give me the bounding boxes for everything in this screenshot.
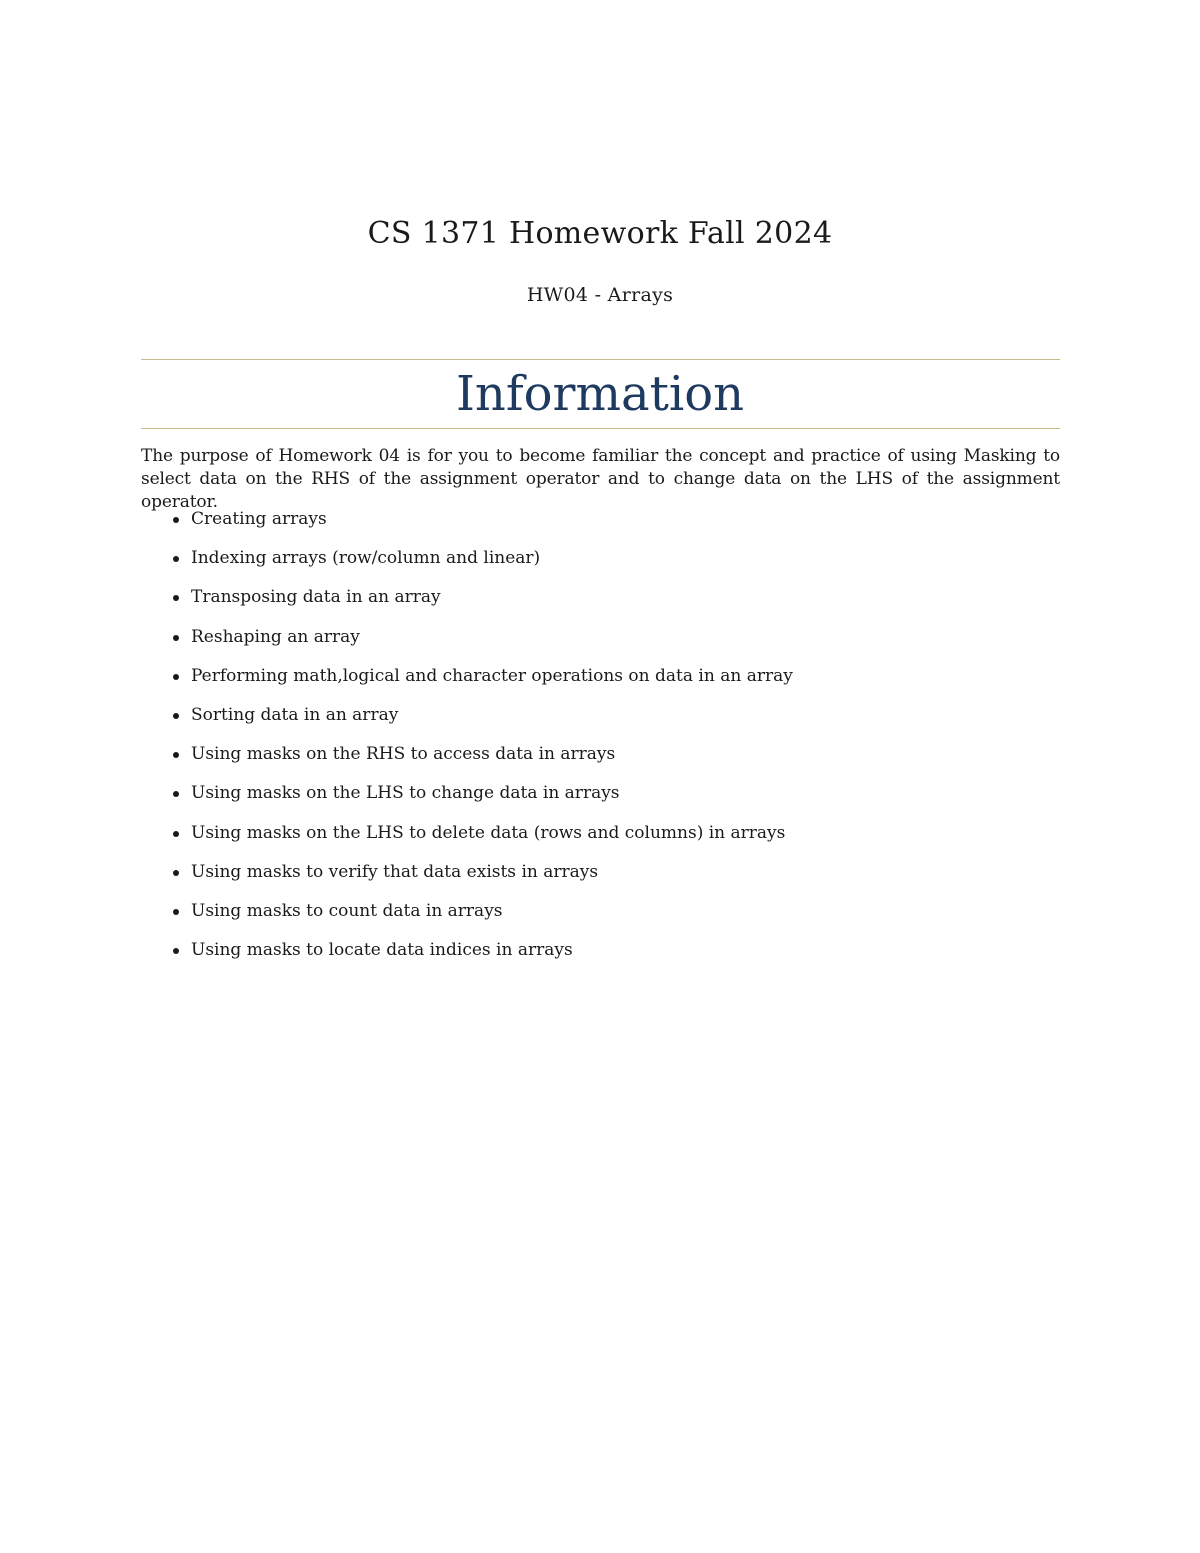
- list-item-text: Transposing data in an array: [191, 587, 441, 608]
- list-item-text: Reshaping an array: [191, 626, 360, 647]
- list-item: [170, 857, 1050, 896]
- section-rule-bottom: [141, 428, 1060, 429]
- bullet-icon: [173, 752, 179, 758]
- list-item: [170, 543, 1050, 582]
- bullet-icon: [173, 713, 179, 719]
- intro-paragraph: The purpose of Homework 04 is for you to become familiar the concept and practice of using Masking to select data on the RHS of the assignment operator and to change data on the LHS of the assignment operator.: [141, 446, 1060, 512]
- bullet-icon: [173, 635, 179, 641]
- list-item: [170, 818, 1050, 857]
- list-item: [170, 622, 1050, 661]
- list-item-text: Indexing arrays (row/column and linear): [191, 548, 541, 569]
- bullet-icon: [173, 831, 179, 837]
- list-item: [170, 896, 1050, 935]
- list-item-text: Using masks to locate data indices in arrays: [191, 940, 573, 961]
- list-item: [170, 661, 1050, 700]
- section-rule-top: [141, 359, 1060, 360]
- list-item-text: Using masks on the LHS to change data in arrays: [191, 783, 620, 804]
- bullet-icon: [173, 948, 179, 954]
- bullet-icon: [173, 909, 179, 915]
- list-item: [170, 700, 1050, 739]
- bullet-icon: [173, 517, 179, 523]
- document-title: CS 1371 Homework Fall 2024: [367, 216, 833, 251]
- bullet-icon: [173, 595, 179, 601]
- list-item-text: Using masks on the RHS to access data in arrays: [191, 744, 616, 765]
- bullet-icon: [173, 870, 179, 876]
- bullet-icon: [173, 791, 179, 797]
- list-item-text: Performing math,logical and character operations on data in an array: [191, 665, 793, 686]
- list-item: [170, 739, 1050, 778]
- list-item-text: Using masks to count data in arrays: [191, 900, 503, 921]
- list-item: [170, 504, 1050, 543]
- topic-list: [170, 504, 1050, 974]
- document-subtitle: HW04 - Arrays: [526, 284, 674, 306]
- list-item-text: Using masks to verify that data exists in arrays: [191, 861, 599, 882]
- list-item-text: Creating arrays: [191, 509, 327, 529]
- list-item-text: Using masks on the LHS to delete data (rows and columns) in arrays: [191, 822, 786, 843]
- bullet-icon: [173, 674, 179, 680]
- list-item: [170, 582, 1050, 621]
- section-heading: Information: [455, 366, 745, 422]
- list-item-text: Sorting data in an array: [191, 704, 399, 725]
- bullet-icon: [173, 556, 179, 562]
- list-item: [170, 935, 1050, 974]
- list-item: [170, 778, 1050, 817]
